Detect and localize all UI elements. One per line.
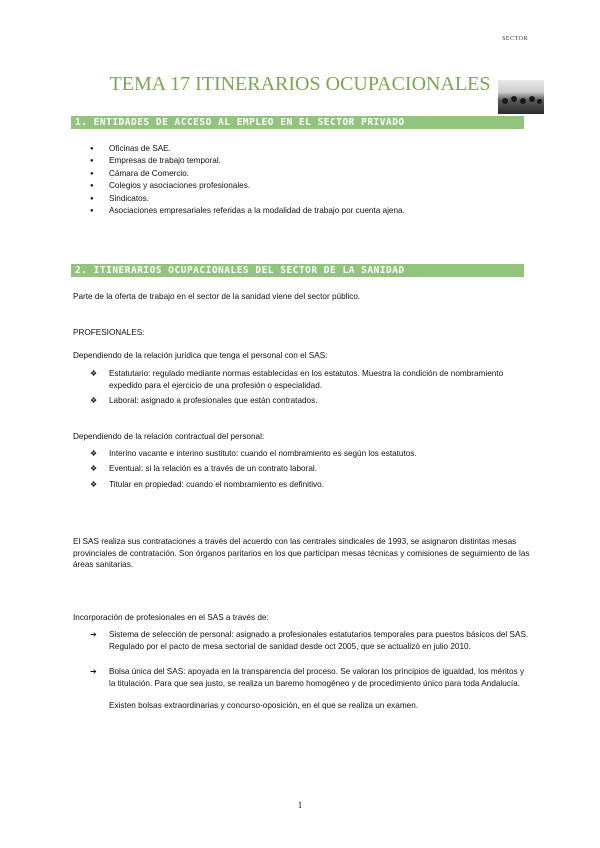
list-item (90, 629, 530, 652)
section-heading-1: 1. ENTIDADES DE ACCESO AL EMPLEO EN EL SECTOR PRIVADO (71, 116, 524, 129)
incorporacion-item-text: ➔ Bolsa única del SAS: apoyada en la transparencia del proceso. Se valoran los principios de igualdad, los méritos y la titulación. Para que sea justo, se realiza un baremo homogéneo y de procedimiento único para toda Andalucía. (109, 667, 525, 688)
page-number: 1 (297, 800, 303, 810)
incorporacion-list (90, 629, 530, 712)
list-item: ❖ Eventual: si la relación es a través de un contrato laboral. (90, 463, 530, 475)
header-label: SECTOR (502, 36, 528, 42)
list-item: ● Sindicatos. (90, 193, 405, 205)
incorporacion-heading: Incorporación de profesionales en el SAS a través de: (73, 613, 269, 622)
intro-paragraph: Parte de la oferta de trabajo en el sector de la sanidad viene del sector público. (73, 292, 361, 301)
section-heading-2: 2. ITINERARIOS OCUPACIONALES DEL SECTOR DE LA SANIDAD (71, 264, 524, 277)
list-item: ● Empresas de trabajo temporal. (90, 155, 405, 167)
list-item: ❖ Laboral: asignado a profesionales que están contratados. (90, 395, 530, 407)
juridica-list (90, 368, 530, 410)
incorporacion-item-extra: Regulado por el pacto de mesa sectorial de sanidad desde oct 2005, que se actualizó en julio 2010. (109, 641, 471, 651)
list-item: ● Asociaciones empresariales referidas a la modalidad de trabajo por cuenta ajena. (90, 205, 405, 217)
contractual-heading: Dependiendo de la relación contractual del personal: (73, 432, 265, 441)
page-title: TEMA 17 ITINERARIOS OCUPACIONALES (109, 73, 491, 95)
list-item: ❖ Estatutario: regulado mediante normas establecidas en los estatutos. Muestra la condición de nombramiento expedido para el ejercicio de una profesión o especialidad. (90, 368, 530, 391)
list-item: ● Cámara de Comercio. (90, 168, 405, 180)
juridica-heading: Dependiendo de la relación jurídica que tenga el personal con el SAS: (73, 351, 328, 360)
list-item (90, 666, 530, 712)
list-item: ● Oficinas de SAE. (90, 143, 405, 155)
profesionales-label: PROFESIONALES: (73, 328, 145, 337)
private-entities-list (90, 143, 405, 217)
sas-paragraph: El SAS realiza sus contrataciones a través del acuerdo con las centrales sindicales de 1993, se asignaron distintas mesas provinciales de contratación. Son órganos paritarios en los que participan mesas técnicas y comisiones de seguimiento de las áreas sanitarias. (73, 537, 530, 569)
list-item: ❖ Titular en propiedad: cuando el nombramiento es definitivo. (90, 479, 530, 491)
header-photo (498, 80, 544, 114)
list-item: ● Colegios y asociaciones profesionales. (90, 180, 405, 192)
list-item: ❖ Interino vacante e interino sustituto: cuando el nombramiento es según los estatutos. (90, 448, 530, 460)
incorporacion-item-text: ➔ Sistema de selección de personal: asignado a profesionales estatutarios temporales para puestos básicos del SAS. (109, 630, 529, 639)
contractual-list (90, 448, 530, 494)
incorporacion-item-extra: Existen bolsas extraordinarias y concurso-oposición, en el que se realiza un examen. (109, 701, 419, 710)
